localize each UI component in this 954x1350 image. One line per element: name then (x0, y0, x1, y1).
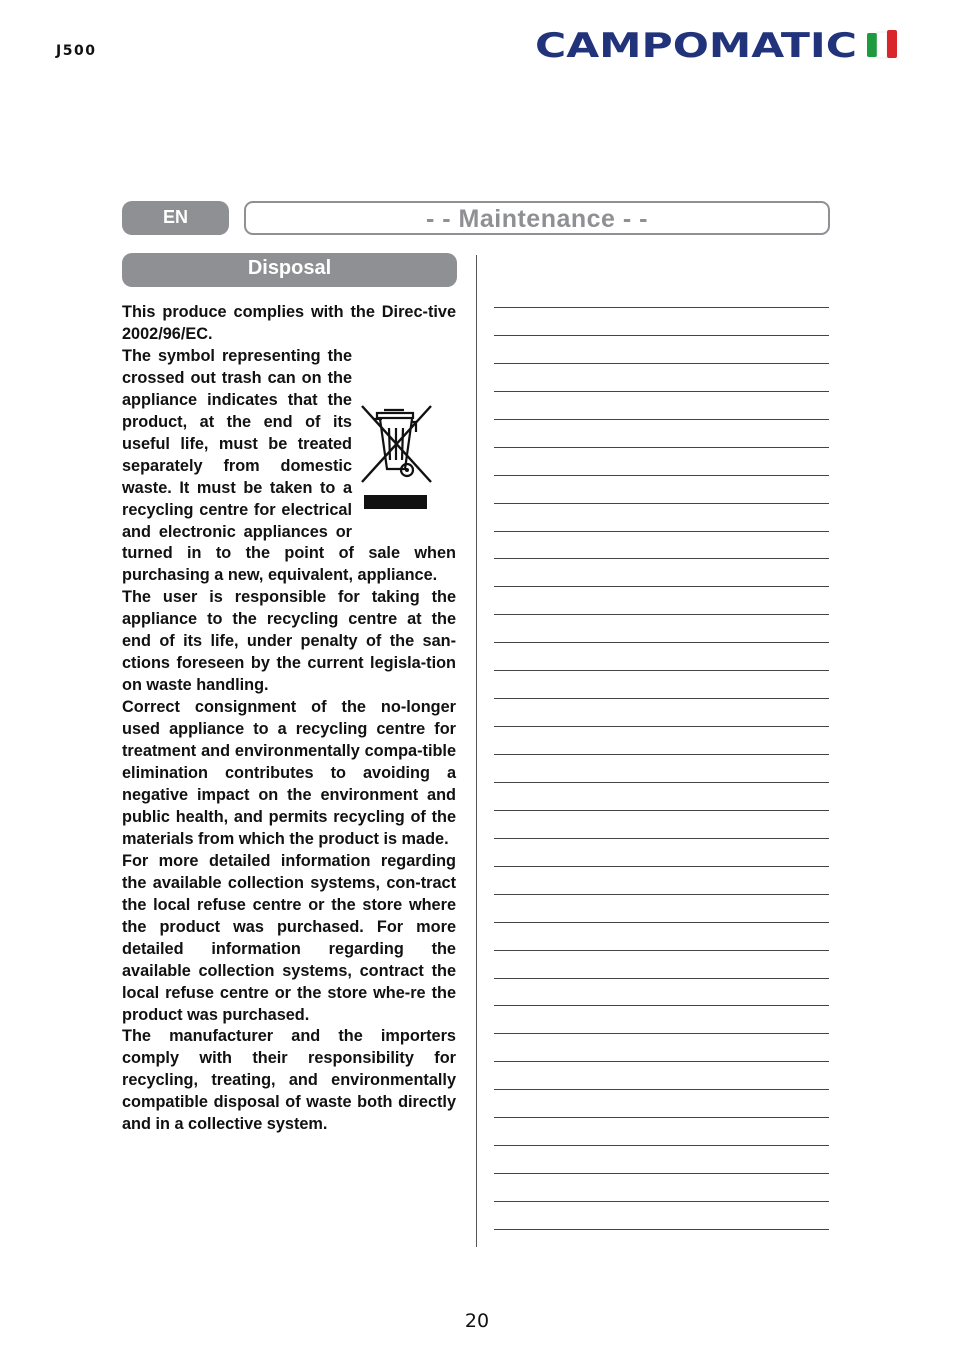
notes-area (494, 307, 829, 1257)
note-line (494, 978, 829, 1006)
note-line (494, 1089, 829, 1117)
note-line (494, 558, 829, 586)
crossed-out-wheelie-bin-icon (360, 404, 436, 514)
note-line (494, 810, 829, 838)
note-line (494, 1229, 829, 1257)
paragraph-manufacturer: The manufacturer and the importers comply with their responsibility for recycling, treating, and environmentally compatible disposal of waste both directly and in a collective system. (122, 1027, 456, 1134)
note-line (494, 894, 829, 922)
note-line (494, 1061, 829, 1089)
subsection-title: Disposal (122, 253, 457, 287)
note-line (494, 447, 829, 475)
note-line (494, 1145, 829, 1173)
note-line (494, 419, 829, 447)
note-line (494, 950, 829, 978)
note-line (494, 335, 829, 363)
paragraph-consignment: Correct consignment of the no-longer used appliance to a recycling centre for treatment and environmentally compa-tible elimination contributes to avoiding a negative impact on the environment and public health, and permits recycling of the materials from which the product is made. (122, 698, 456, 848)
note-line (494, 698, 829, 726)
language-badge: EN (122, 201, 229, 235)
model-code: J500 (56, 43, 97, 59)
note-line (494, 363, 829, 391)
note-line (494, 586, 829, 614)
note-line (494, 726, 829, 754)
note-line (494, 922, 829, 950)
note-line (494, 531, 829, 559)
note-line (494, 1005, 829, 1033)
note-line (494, 1201, 829, 1229)
note-line (494, 838, 829, 866)
note-line (494, 670, 829, 698)
page-number: 20 (464, 1310, 490, 1332)
weee-symbol (360, 346, 456, 536)
paragraph-information: For more detailed information regarding the available collection systems, con-tract the local refuse centre or the store where the product was purchased. For more detailed information regarding the available collection systems, contract the local refuse centre or the store whe-re the product was purchased. (122, 851, 456, 1024)
paragraph-responsibility: The user is responsible for taking the appliance to the recycling centre at the end of its life, under penalty of the san-ctions foreseen by the current legisla-tion on waste handling. (122, 588, 456, 695)
note-line (494, 1117, 829, 1145)
note-line (494, 614, 829, 642)
section-title: - - Maintenance - - (244, 201, 830, 235)
note-line (494, 866, 829, 894)
note-line (494, 503, 829, 531)
note-line (494, 1173, 829, 1201)
column-divider (476, 255, 477, 1247)
paragraph-directive: This produce complies with the Direc-tive 2002/96/EC. (122, 303, 456, 343)
note-line (494, 754, 829, 782)
campomatic-logo (533, 26, 899, 66)
note-line (494, 642, 829, 670)
disposal-text (122, 302, 456, 1136)
note-line (494, 391, 829, 419)
note-line (494, 1033, 829, 1061)
note-line (494, 782, 829, 810)
paragraph-symbol: The symbol representing the crossed out trash can on the appliance indicates that the product, at the end of its useful life, must be treated separately from domestic waste. It must be taken to a recycling centre for electrical and electronic appliances or turned in to the point of sale when purchasing a new, equivalent, appliance. (122, 346, 456, 585)
brand-wordmark: CAMPOMATIC (535, 26, 857, 66)
note-line (494, 475, 829, 503)
note-line (494, 307, 829, 335)
